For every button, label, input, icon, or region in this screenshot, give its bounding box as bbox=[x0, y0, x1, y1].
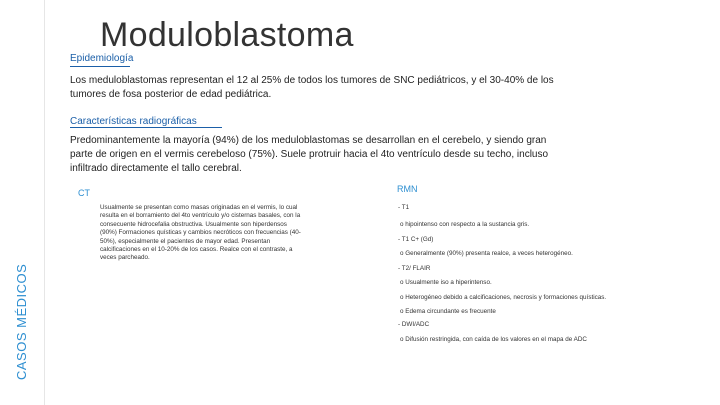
radiographic-heading: Características radiográficas bbox=[70, 116, 197, 127]
mri-item: - T2/ FLAIR bbox=[398, 265, 431, 272]
epidemiology-text: Los meduloblastomas representan el 12 al 25% de todos los tumores de SNC pediátricos, y el 30-40% de los tumores de fosa posterior de edad pediátrica. bbox=[70, 75, 554, 100]
mri-item: o hipointenso con respecto a la sustancia gris. bbox=[400, 221, 530, 228]
epidemiology-underline bbox=[70, 66, 130, 67]
mri-item: o Heterogéneo debido a calcificaciones, necrosis y formaciones quísticas. bbox=[400, 294, 607, 301]
radiographic-underline bbox=[70, 127, 222, 128]
sidebar bbox=[0, 0, 45, 405]
radiographic-text: Predominantemente la mayoría (94%) de los meduloblastomas se desarrollan en el cerebelo, y siendo gran parte de origen en el vermis cerebeloso (75%). Suele protruir hacia el 4to ventrículo desde su techo, incluso infiltrado directamente el tallo cerebral. bbox=[70, 135, 549, 174]
epidemiology-heading: Epidemiología bbox=[70, 53, 134, 64]
mri-item: o Edema circundante es frecuente bbox=[400, 308, 496, 315]
mri-item: o Usualmente iso a hiperintenso. bbox=[400, 279, 492, 286]
mri-item: - DWI/ADC bbox=[398, 321, 430, 328]
ct-text: Usualmente se presentan como masas originadas en el vermis, lo cual resulta en el borramiento del 4to ventrículo y/o cisternas basales, con la consecuente hidrocefalia obstructiva. Usualmente son hiperdensos (90%) Formaciones quísticas y cambios necróticos con frecuencias (40-50%), especialmente el pacientes de mayor edad. Presentan calcificaciones en el 10-20% de los casos. Realce con el contraste, a veces parcheado. bbox=[100, 204, 301, 262]
ct-heading: CT bbox=[78, 188, 90, 198]
mri-item: o Generalmente (90%) presenta realce, a veces heterogéneo. bbox=[400, 250, 573, 257]
mri-heading: RMN bbox=[397, 184, 418, 194]
mri-item: o Difusión restringida, con caída de los valores en el mapa de ADC bbox=[400, 336, 587, 343]
sidebar-label: CASOS MÉDICOS bbox=[14, 263, 29, 380]
slide-title: Moduloblastoma bbox=[100, 16, 354, 54]
mri-item: - T1 C+ (Gd) bbox=[398, 236, 434, 243]
mri-item: - T1 bbox=[398, 204, 410, 211]
